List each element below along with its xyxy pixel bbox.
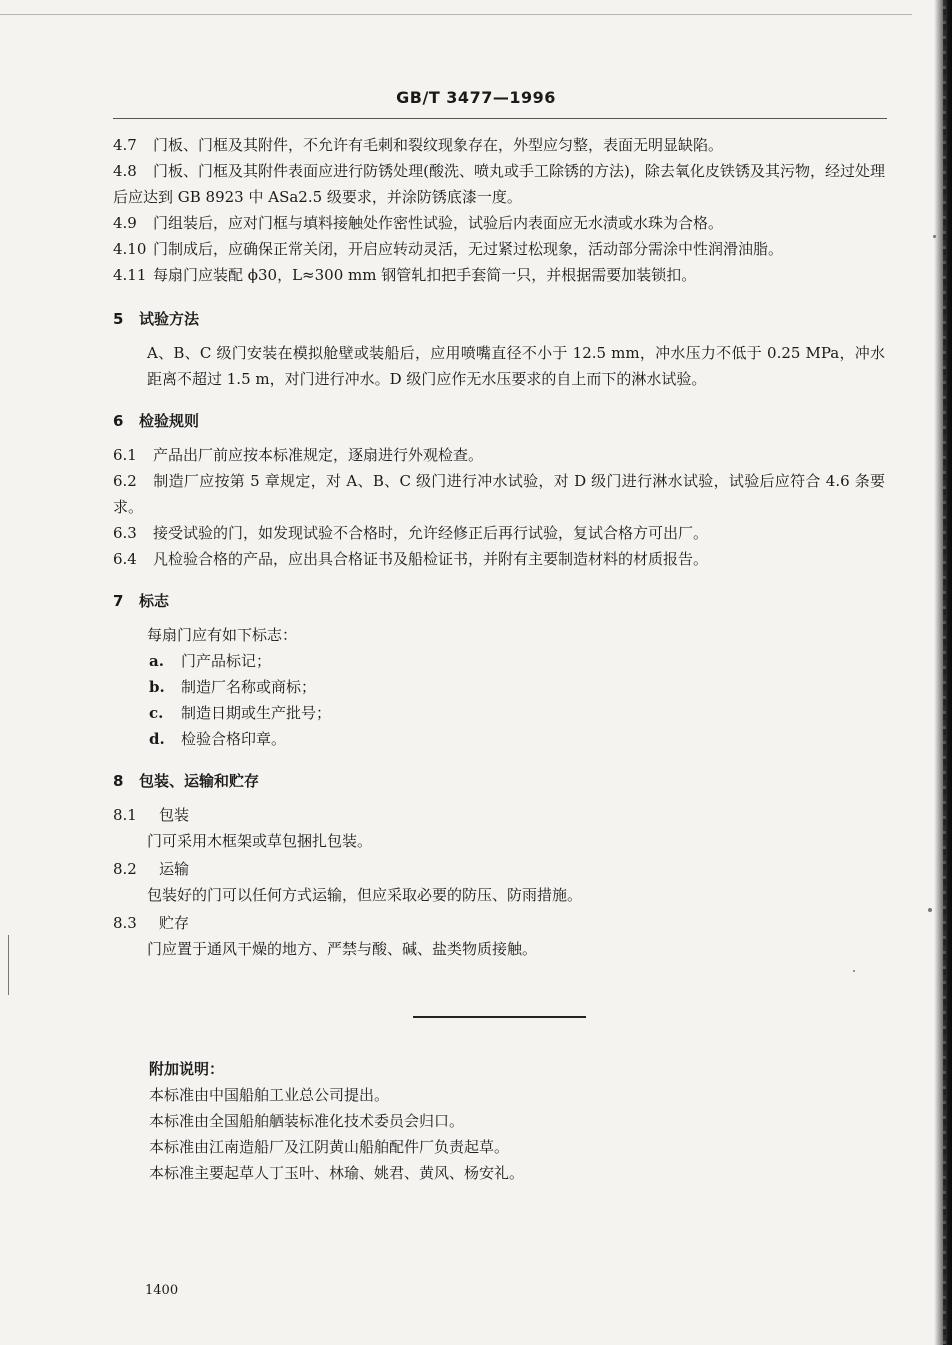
- clause-4-9: 4.9 门组装后，应对门框与填料接触处作密性试验，试验后内表面应无水渍或水珠为合格。: [113, 214, 724, 232]
- scan-speck: [8, 935, 9, 995]
- scan-edge-noise: [943, 0, 946, 1345]
- appendix-notes: [149, 1056, 849, 1186]
- clause-8-2-heading: 8.2 运输: [113, 860, 190, 878]
- clause-8-3-heading: 8.3 贮存: [113, 914, 190, 932]
- appendix-line-3: 本标准由江南造船厂及江阴黄山船舶配件厂负责起草。: [149, 1138, 510, 1156]
- clause-6-3: 6.3 接受试验的门，如发现试验不合格时，允许经修正后再行试验，复试合格方可出厂。: [113, 524, 709, 542]
- clause-6-2: 6.2 制造厂应按第 5 章规定，对 A、B、C 级门进行冲水试验，对 D 级门进行淋水试验，试验后应符合 4.6 条要求。: [113, 472, 885, 516]
- appendix-title: 附加说明：: [149, 1060, 225, 1078]
- section-6-heading: 6 检验规则: [113, 412, 200, 430]
- section-5-heading: 5 试验方法: [113, 310, 200, 328]
- section-5-text: A、B、C 级门安装在模拟舱壁或装船后，应用喷嘴直径不小于 12.5 mm，冲水压力不低于 0.25 MPa，冲水距离不超过 1.5 m，对门进行冲水。D 级门应作无水压要求的自上而下的淋水试验。: [147, 344, 885, 388]
- marking-item-b: b. 制造厂名称或商标；: [149, 678, 317, 696]
- marking-item-d: d. 检验合格印章。: [149, 730, 287, 748]
- appendix-line-1: 本标准由中国船舶工业总公司提出。: [149, 1086, 390, 1104]
- scan-speck: [933, 235, 936, 238]
- end-of-standard-rule: [413, 1016, 586, 1018]
- clause-6-4: 6.4 凡检验合格的产品，应出具合格证书及船检证书，并附有主要制造材料的材质报告。: [113, 550, 709, 568]
- clause-6-1: 6.1 产品出厂前应按本标准规定，逐扇进行外观检查。: [113, 446, 484, 464]
- scan-top-rule: [0, 14, 912, 15]
- section-8-heading: 8 包装、运输和贮存: [113, 772, 260, 790]
- marking-item-a: a. 门产品标记；: [149, 652, 272, 670]
- header-rule: [113, 118, 887, 119]
- clause-4-11: 4.11 每扇门应装配 ϕ30，L≈300 mm 钢管轧扣把手套简一只，并根据需要加装锁扣。: [113, 266, 697, 284]
- appendix-line-2: 本标准由全国船舶舾装标准化技术委员会归口。: [149, 1112, 465, 1130]
- clause-4-7: 4.7 门板、门框及其附件，不允许有毛刺和裂纹现象存在，外型应匀整，表面无明显缺陷。: [113, 136, 724, 154]
- section-7-intro: 每扇门应有如下标志：: [147, 626, 298, 644]
- main-content: [113, 132, 885, 962]
- page-number: 1400: [145, 1283, 179, 1298]
- marking-item-c: c. 制造日期或生产批号；: [149, 704, 332, 722]
- clause-8-2-text: 包装好的门可以任何方式运输，但应采取必要的防压、防雨措施。: [147, 886, 583, 904]
- appendix-line-4: 本标准主要起草人丁玉叶、林瑜、姚君、黄风、杨安礼。: [149, 1164, 525, 1182]
- clause-8-1-heading: 8.1 包装: [113, 806, 190, 824]
- clause-8-1-text: 门可采用木框架或草包捆扎包装。: [147, 832, 373, 850]
- clause-8-3-text: 门应置于通风干燥的地方、严禁与酸、碱、盐类物质接触。: [147, 940, 538, 958]
- page-header: GB/T 3477—1996: [396, 88, 556, 107]
- scan-speck: [928, 908, 932, 912]
- clause-4-10: 4.10 门制成后，应确保正常关闭，开启应转动灵活，无过紧过松现象，活动部分需涂中性润滑油脂。: [113, 240, 784, 258]
- section-7-heading: 7 标志: [113, 592, 170, 610]
- clause-4-8: 4.8 门板、门框及其附件表面应进行防锈处理(酸洗、喷丸或手工除锈的方法)，除去氧化皮铁锈及其污物，经过处理后应达到 GB 8923 中 ASa2.5 级要求，并涂防锈底漆一度。: [113, 162, 885, 206]
- scan-speck: [853, 970, 855, 972]
